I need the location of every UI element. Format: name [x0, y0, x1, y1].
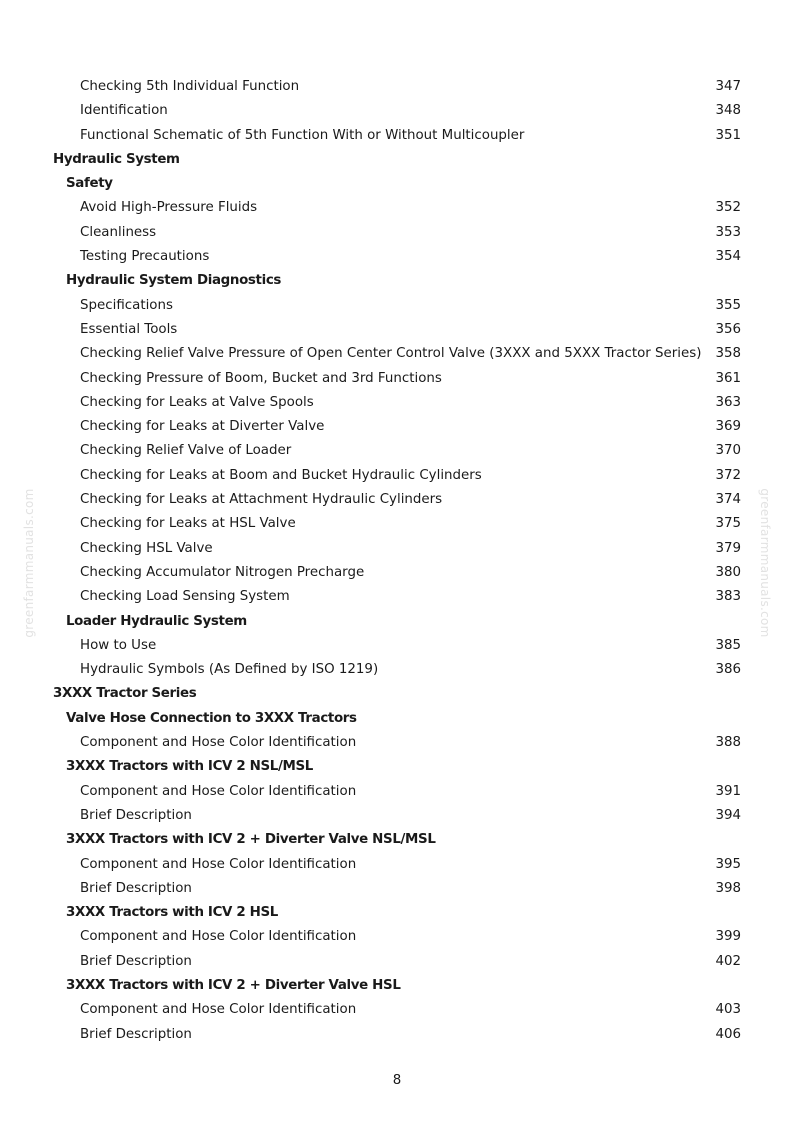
toc-heading[interactable]	[0, 974, 794, 998]
toc-entry[interactable]	[0, 658, 794, 682]
toc-entry-page: 394	[715, 807, 741, 823]
page-number: 8	[392, 1073, 402, 1088]
table-of-contents	[0, 75, 794, 1047]
toc-entry-title: Brief Description	[80, 880, 192, 896]
toc-heading[interactable]	[0, 682, 794, 706]
toc-entry-page: 355	[715, 297, 741, 313]
toc-entry-title: Checking for Leaks at Attachment Hydraulic Cylinders	[80, 492, 443, 508]
toc-entry-page: 356	[715, 321, 741, 337]
toc-entry[interactable]	[0, 488, 794, 512]
toc-entry-title: Checking Relief Valve of Loader	[80, 443, 292, 459]
toc-entry-page: 385	[715, 637, 741, 653]
toc-entry-title: Checking for Leaks at Boom and Bucket Hydraulic Cylinders	[80, 467, 482, 483]
toc-entry-title: Hydraulic Symbols (As Defined by ISO 1219)	[80, 662, 379, 678]
toc-entry-page: 399	[715, 929, 741, 945]
toc-entry[interactable]	[0, 804, 794, 828]
toc-entry-page: 379	[715, 540, 741, 556]
watermark-left: greenfarmmanuals.com	[22, 488, 36, 638]
toc-entry[interactable]	[0, 537, 794, 561]
toc-entry-title: Hydraulic System Diagnostics	[66, 273, 282, 289]
toc-entry-title: Component and Hose Color Identification	[80, 929, 357, 945]
toc-entry-title: Component and Hose Color Identification	[80, 856, 357, 872]
toc-entry[interactable]	[0, 318, 794, 342]
toc-entry-page: 370	[715, 443, 741, 459]
toc-entry-title: Avoid High-Pressure Fluids	[80, 200, 258, 216]
toc-entry[interactable]	[0, 512, 794, 536]
toc-entry[interactable]	[0, 75, 794, 99]
toc-entry-title: Safety	[66, 176, 113, 192]
toc-entry-title: Checking 5th Individual Function	[80, 79, 300, 94]
toc-entry-page: 380	[715, 564, 741, 580]
toc-entry-title: Checking Load Sensing System	[80, 589, 290, 605]
toc-entry[interactable]	[0, 391, 794, 415]
toc-entry-title: Checking Accumulator Nitrogen Precharge	[80, 564, 365, 580]
toc-entry-title: 3XXX Tractors with ICV 2 + Diverter Valve NSL/MSL	[66, 832, 436, 848]
toc-entry-page: 351	[715, 127, 741, 143]
toc-entry-title: Checking Relief Valve Pressure of Open Center Control Valve (3XXX and 5XXX Tractor Series)	[80, 346, 702, 362]
toc-entry-title: Specifications	[80, 297, 173, 313]
toc-heading[interactable]	[0, 755, 794, 779]
toc-entry-title: 3XXX Tractors with ICV 2 + Diverter Valve HSL	[66, 977, 401, 993]
toc-entry[interactable]	[0, 634, 794, 658]
toc-entry-page: 388	[715, 735, 741, 751]
toc-entry[interactable]	[0, 950, 794, 974]
toc-entry[interactable]	[0, 731, 794, 755]
toc-entry-title: Checking for Leaks at HSL Valve	[80, 516, 296, 532]
toc-entry-page: 348	[715, 103, 741, 119]
toc-entry[interactable]	[0, 439, 794, 463]
toc-entry-page: 354	[715, 249, 741, 265]
toc-entry-title: Essential Tools	[80, 321, 178, 337]
toc-entry[interactable]	[0, 415, 794, 439]
toc-entry-page: 406	[715, 1026, 741, 1042]
toc-entry-page: 374	[715, 492, 741, 508]
toc-entry-page: 398	[715, 880, 741, 896]
toc-entry[interactable]	[0, 925, 794, 949]
toc-entry-title: Checking Pressure of Boom, Bucket and 3rd Functions	[80, 370, 442, 386]
toc-entry[interactable]	[0, 1023, 794, 1047]
toc-entry-page: 353	[715, 224, 741, 240]
toc-entry-title: 3XXX Tractors with ICV 2 HSL	[66, 905, 278, 921]
toc-heading[interactable]	[0, 269, 794, 293]
toc-entry[interactable]	[0, 124, 794, 148]
toc-entry-title: Brief Description	[80, 807, 192, 823]
toc-entry[interactable]	[0, 780, 794, 804]
toc-entry-page: 352	[715, 200, 741, 216]
toc-entry-title: Identification	[80, 103, 168, 119]
toc-entry-title: Testing Precautions	[80, 249, 210, 265]
toc-entry-page: 363	[715, 394, 741, 410]
toc-entry-title: Valve Hose Connection to 3XXX Tractors	[66, 710, 357, 726]
toc-entry-title: How to Use	[80, 637, 157, 653]
toc-entry-page: 403	[715, 1002, 741, 1018]
toc-entry[interactable]	[0, 585, 794, 609]
toc-entry[interactable]	[0, 561, 794, 585]
toc-entry-title: Loader Hydraulic System	[66, 613, 247, 629]
toc-entry-page: 369	[715, 419, 741, 435]
watermark-right: greenfarmmanuals.com	[758, 488, 772, 638]
toc-entry-title: Component and Hose Color Identification	[80, 783, 357, 799]
toc-entry[interactable]	[0, 245, 794, 269]
toc-entry-title: Checking for Leaks at Valve Spools	[80, 394, 314, 410]
toc-entry-page: 391	[715, 783, 741, 799]
toc-heading[interactable]	[0, 148, 794, 172]
toc-entry-page: 383	[715, 589, 741, 605]
toc-heading[interactable]	[0, 707, 794, 731]
toc-entry[interactable]	[0, 853, 794, 877]
toc-entry-page: 395	[715, 856, 741, 872]
toc-entry[interactable]	[0, 998, 794, 1022]
toc-entry[interactable]	[0, 464, 794, 488]
toc-entry-title: 3XXX Tractor Series	[53, 686, 197, 702]
toc-entry-page: 386	[715, 662, 741, 678]
toc-entry[interactable]	[0, 99, 794, 123]
toc-heading[interactable]	[0, 901, 794, 925]
toc-entry-title: Hydraulic System	[53, 151, 180, 167]
toc-entry[interactable]	[0, 196, 794, 220]
toc-entry-title: Checking HSL Valve	[80, 540, 213, 556]
toc-entry-page: 372	[715, 467, 741, 483]
toc-entry[interactable]	[0, 342, 794, 366]
toc-entry-page: 402	[715, 953, 741, 969]
toc-heading[interactable]	[0, 172, 794, 196]
toc-entry[interactable]	[0, 294, 794, 318]
toc-entry-title: 3XXX Tractors with ICV 2 NSL/MSL	[66, 759, 313, 775]
toc-entry[interactable]	[0, 367, 794, 391]
toc-entry-title: Brief Description	[80, 953, 192, 969]
toc-entry-title: Component and Hose Color Identification	[80, 1002, 357, 1018]
toc-entry-title: Component and Hose Color Identification	[80, 735, 357, 751]
toc-entry-title: Cleanliness	[80, 224, 157, 240]
toc-entry[interactable]	[0, 877, 794, 901]
toc-entry[interactable]	[0, 221, 794, 245]
toc-heading[interactable]	[0, 610, 794, 634]
toc-entry-title: Functional Schematic of 5th Function With or Without Multicoupler	[80, 127, 525, 143]
toc-entry-page: 358	[715, 346, 741, 362]
toc-entry-page: 347	[715, 79, 741, 94]
toc-entry-page: 361	[715, 370, 741, 386]
toc-heading[interactable]	[0, 828, 794, 852]
toc-entry-title: Brief Description	[80, 1026, 192, 1042]
toc-entry-title: Checking for Leaks at Diverter Valve	[80, 419, 325, 435]
toc-entry-page: 375	[715, 516, 741, 532]
